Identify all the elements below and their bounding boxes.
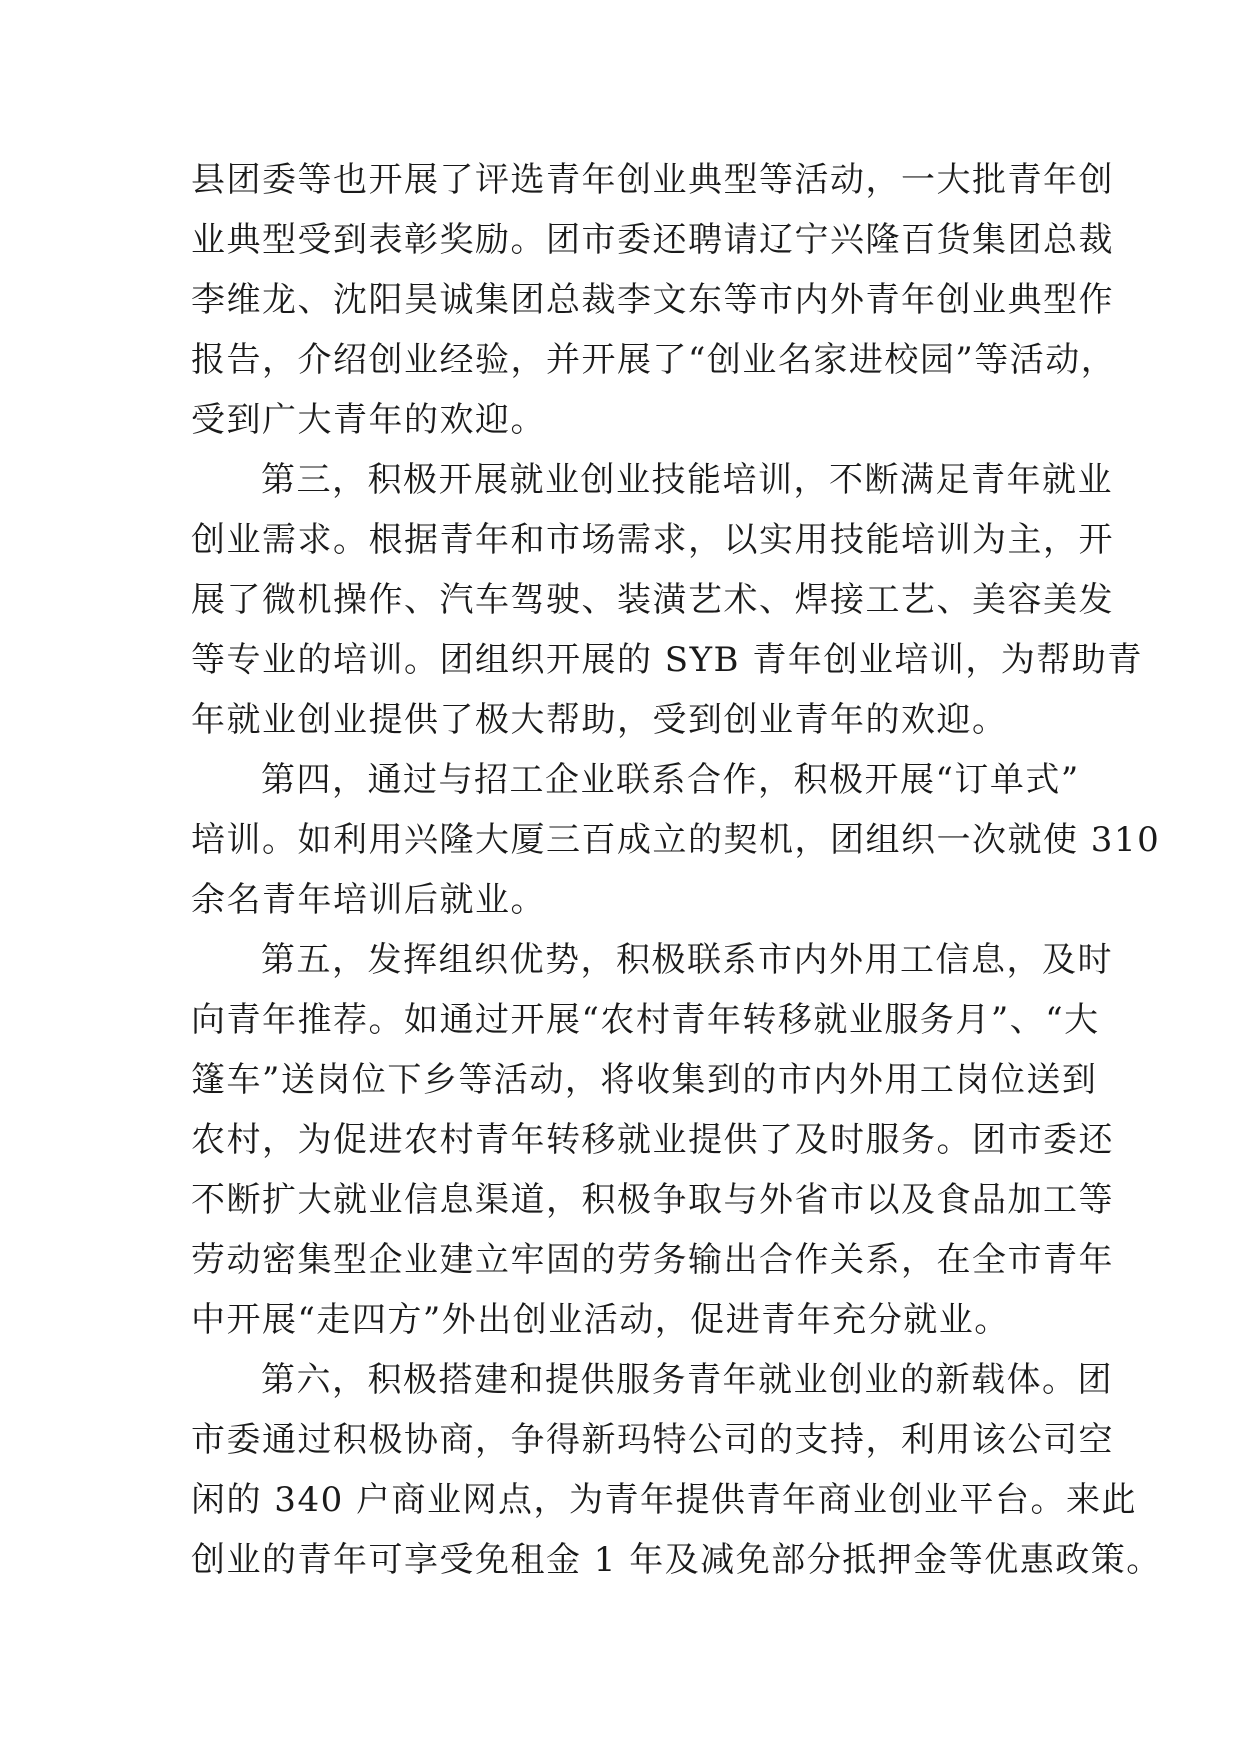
text-line: 劳动密集型企业建立牢固的劳务输出合作关系，在全市青年 xyxy=(191,1240,1114,1280)
text-line: 中开展“走四方”外出创业活动，促进青年充分就业。 xyxy=(191,1300,1010,1340)
text-line: 向青年推荐。如通过开展“农村青年转移就业服务月”、“大 xyxy=(191,1000,1100,1040)
text-line: 展了微机操作、汽车驾驶、装潢艺术、焊接工艺、美容美发 xyxy=(191,580,1114,620)
text-line: 年就业创业提供了极大帮助，受到创业青年的欢迎。 xyxy=(191,700,1008,740)
text-line: 培训。如利用兴隆大厦三百成立的契机，团组织一次就使 310 xyxy=(191,820,1161,860)
text-line: 市委通过积极协商，争得新玛特公司的支持，利用该公司空 xyxy=(191,1420,1114,1460)
text-line: 创业需求。根据青年和市场需求，以实用技能培训为主，开 xyxy=(191,520,1114,560)
paragraph-first-line: 第五，发挥组织优势，积极联系市内外用工信息，及时 xyxy=(261,940,1113,980)
text-line: 等专业的培训。团组织开展的 SYB 青年创业培训，为帮助青 xyxy=(191,640,1143,680)
body-text xyxy=(191,150,1162,1590)
text-line: 创业的青年可享受免租金 1 年及减免部分抵押金等优惠政策。 xyxy=(191,1540,1162,1580)
text-line: 农村，为促进农村青年转移就业提供了及时服务。团市委还 xyxy=(191,1120,1114,1160)
paragraph-first-line: 第六，积极搭建和提供服务青年就业创业的新载体。团 xyxy=(261,1360,1113,1400)
text-line: 余名青年培训后就业。 xyxy=(191,880,546,920)
text-line: 篷车”送岗位下乡等活动，将收集到的市内外用工岗位送到 xyxy=(191,1060,1098,1100)
paragraph-first-line: 第三，积极开展就业创业技能培训，不断满足青年就业 xyxy=(261,460,1113,500)
text-line: 闲的 340 户商业网点，为青年提供青年商业创业平台。来此 xyxy=(191,1480,1138,1520)
text-line: 受到广大青年的欢迎。 xyxy=(191,400,546,440)
paragraph-first-line: 第四，通过与招工企业联系合作，积极开展“订单式” xyxy=(261,760,1080,800)
text-line: 县团委等也开展了评选青年创业典型等活动，一大批青年创 xyxy=(191,160,1114,200)
text-line: 李维龙、沈阳昊诚集团总裁李文东等市内外青年创业典型作 xyxy=(191,280,1114,320)
text-line: 不断扩大就业信息渠道，积极争取与外省市以及食品加工等 xyxy=(191,1180,1114,1220)
text-line: 业典型受到表彰奖励。团市委还聘请辽宁兴隆百货集团总裁 xyxy=(191,220,1114,260)
text-line: 报告，介绍创业经验，并开展了“创业名家进校园”等活动， xyxy=(191,340,1117,380)
